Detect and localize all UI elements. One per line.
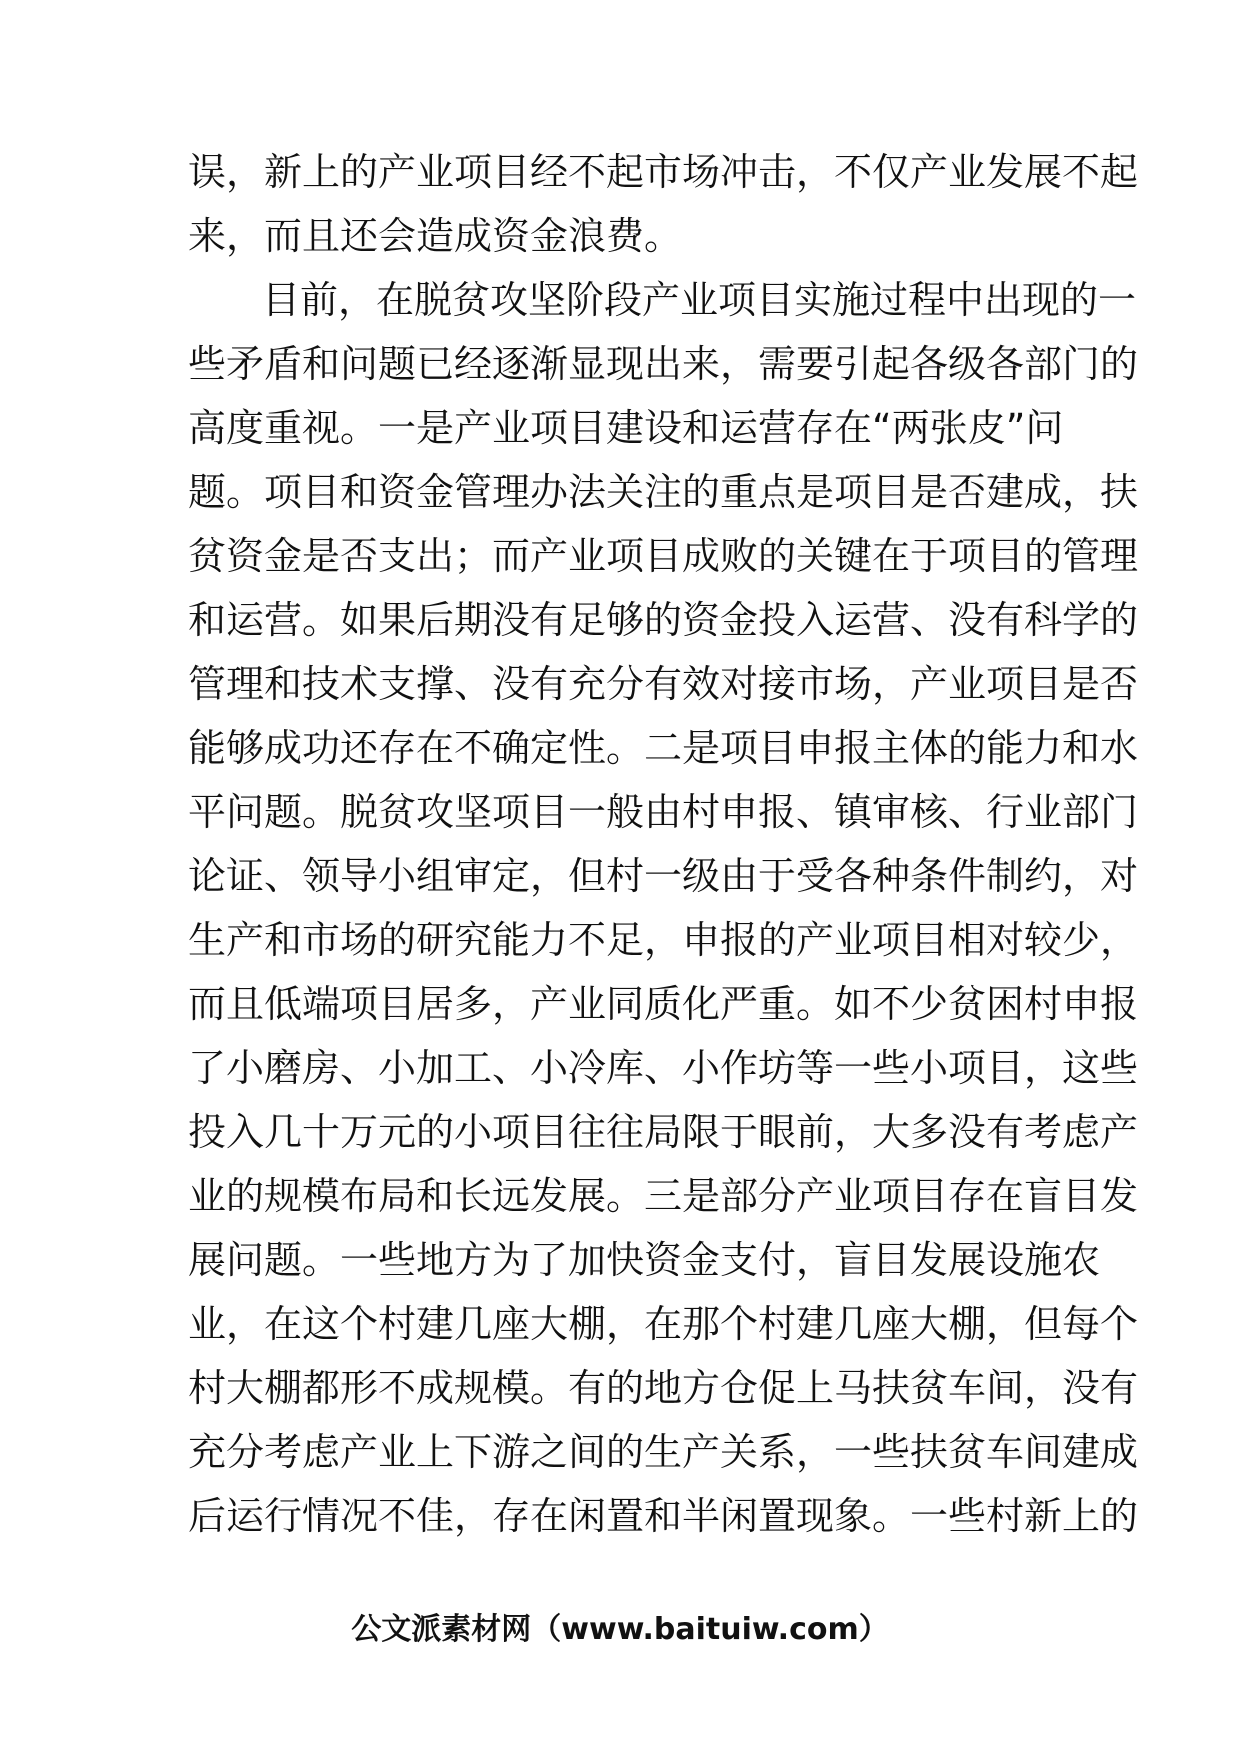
text-line: 业，在这个村建几座大棚，在那个村建几座大棚，但每个 [188, 1302, 1139, 1346]
text-line: 贫资金是否支出；而产业项目成败的关键在于项目的管理 [188, 534, 1139, 578]
text-line: 题。项目和资金管理办法关注的重点是项目是否建成，扶 [188, 470, 1139, 514]
text-line: 平问题。脱贫攻坚项目一般由村申报、镇审核、行业部门 [188, 790, 1139, 834]
text-line: 充分考虑产业上下游之间的生产关系，一些扶贫车间建成 [188, 1430, 1139, 1474]
text-line: 高度重视。一是产业项目建设和运营存在“两张皮”问 [188, 406, 1064, 450]
text-line: 了小磨房、小加工、小冷库、小作坊等一些小项目，这些 [188, 1046, 1139, 1090]
footer-watermark: 公文派素材网（www.baituiw.com） [351, 1612, 889, 1647]
text-line: 目前，在脱贫攻坚阶段产业项目实施过程中出现的一 [262, 278, 1137, 322]
text-line: 和运营。如果后期没有足够的资金投入运营、没有科学的 [188, 598, 1139, 642]
text-line: 能够成功还存在不确定性。二是项目申报主体的能力和水 [188, 726, 1139, 770]
text-line: 生产和市场的研究能力不足，申报的产业项目相对较少， [188, 918, 1139, 962]
text-line: 些矛盾和问题已经逐渐显现出来，需要引起各级各部门的 [188, 342, 1139, 386]
text-line: 后运行情况不佳，存在闲置和半闲置现象。一些村新上的 [188, 1494, 1139, 1538]
text-line: 投入几十万元的小项目往往局限于眼前，大多没有考虑产 [188, 1110, 1139, 1154]
text-line: 论证、领导小组审定，但村一级由于受各种条件制约，对 [188, 854, 1139, 898]
text-line: 管理和技术支撑、没有充分有效对接市场，产业项目是否 [188, 662, 1139, 706]
text-line: 来，而且还会造成资金浪费。 [188, 214, 683, 258]
text-line: 村大棚都形不成规模。有的地方仓促上马扶贫车间，没有 [188, 1366, 1139, 1410]
text-line: 误，新上的产业项目经不起市场冲击，不仅产业发展不起 [188, 150, 1139, 194]
text-line: 展问题。一些地方为了加快资金支付，盲目发展设施农 [188, 1238, 1101, 1282]
text-line: 业的规模布局和长远发展。三是部分产业项目存在盲目发 [188, 1174, 1139, 1218]
text-line: 而且低端项目居多，产业同质化严重。如不少贫困村申报 [188, 982, 1139, 1026]
